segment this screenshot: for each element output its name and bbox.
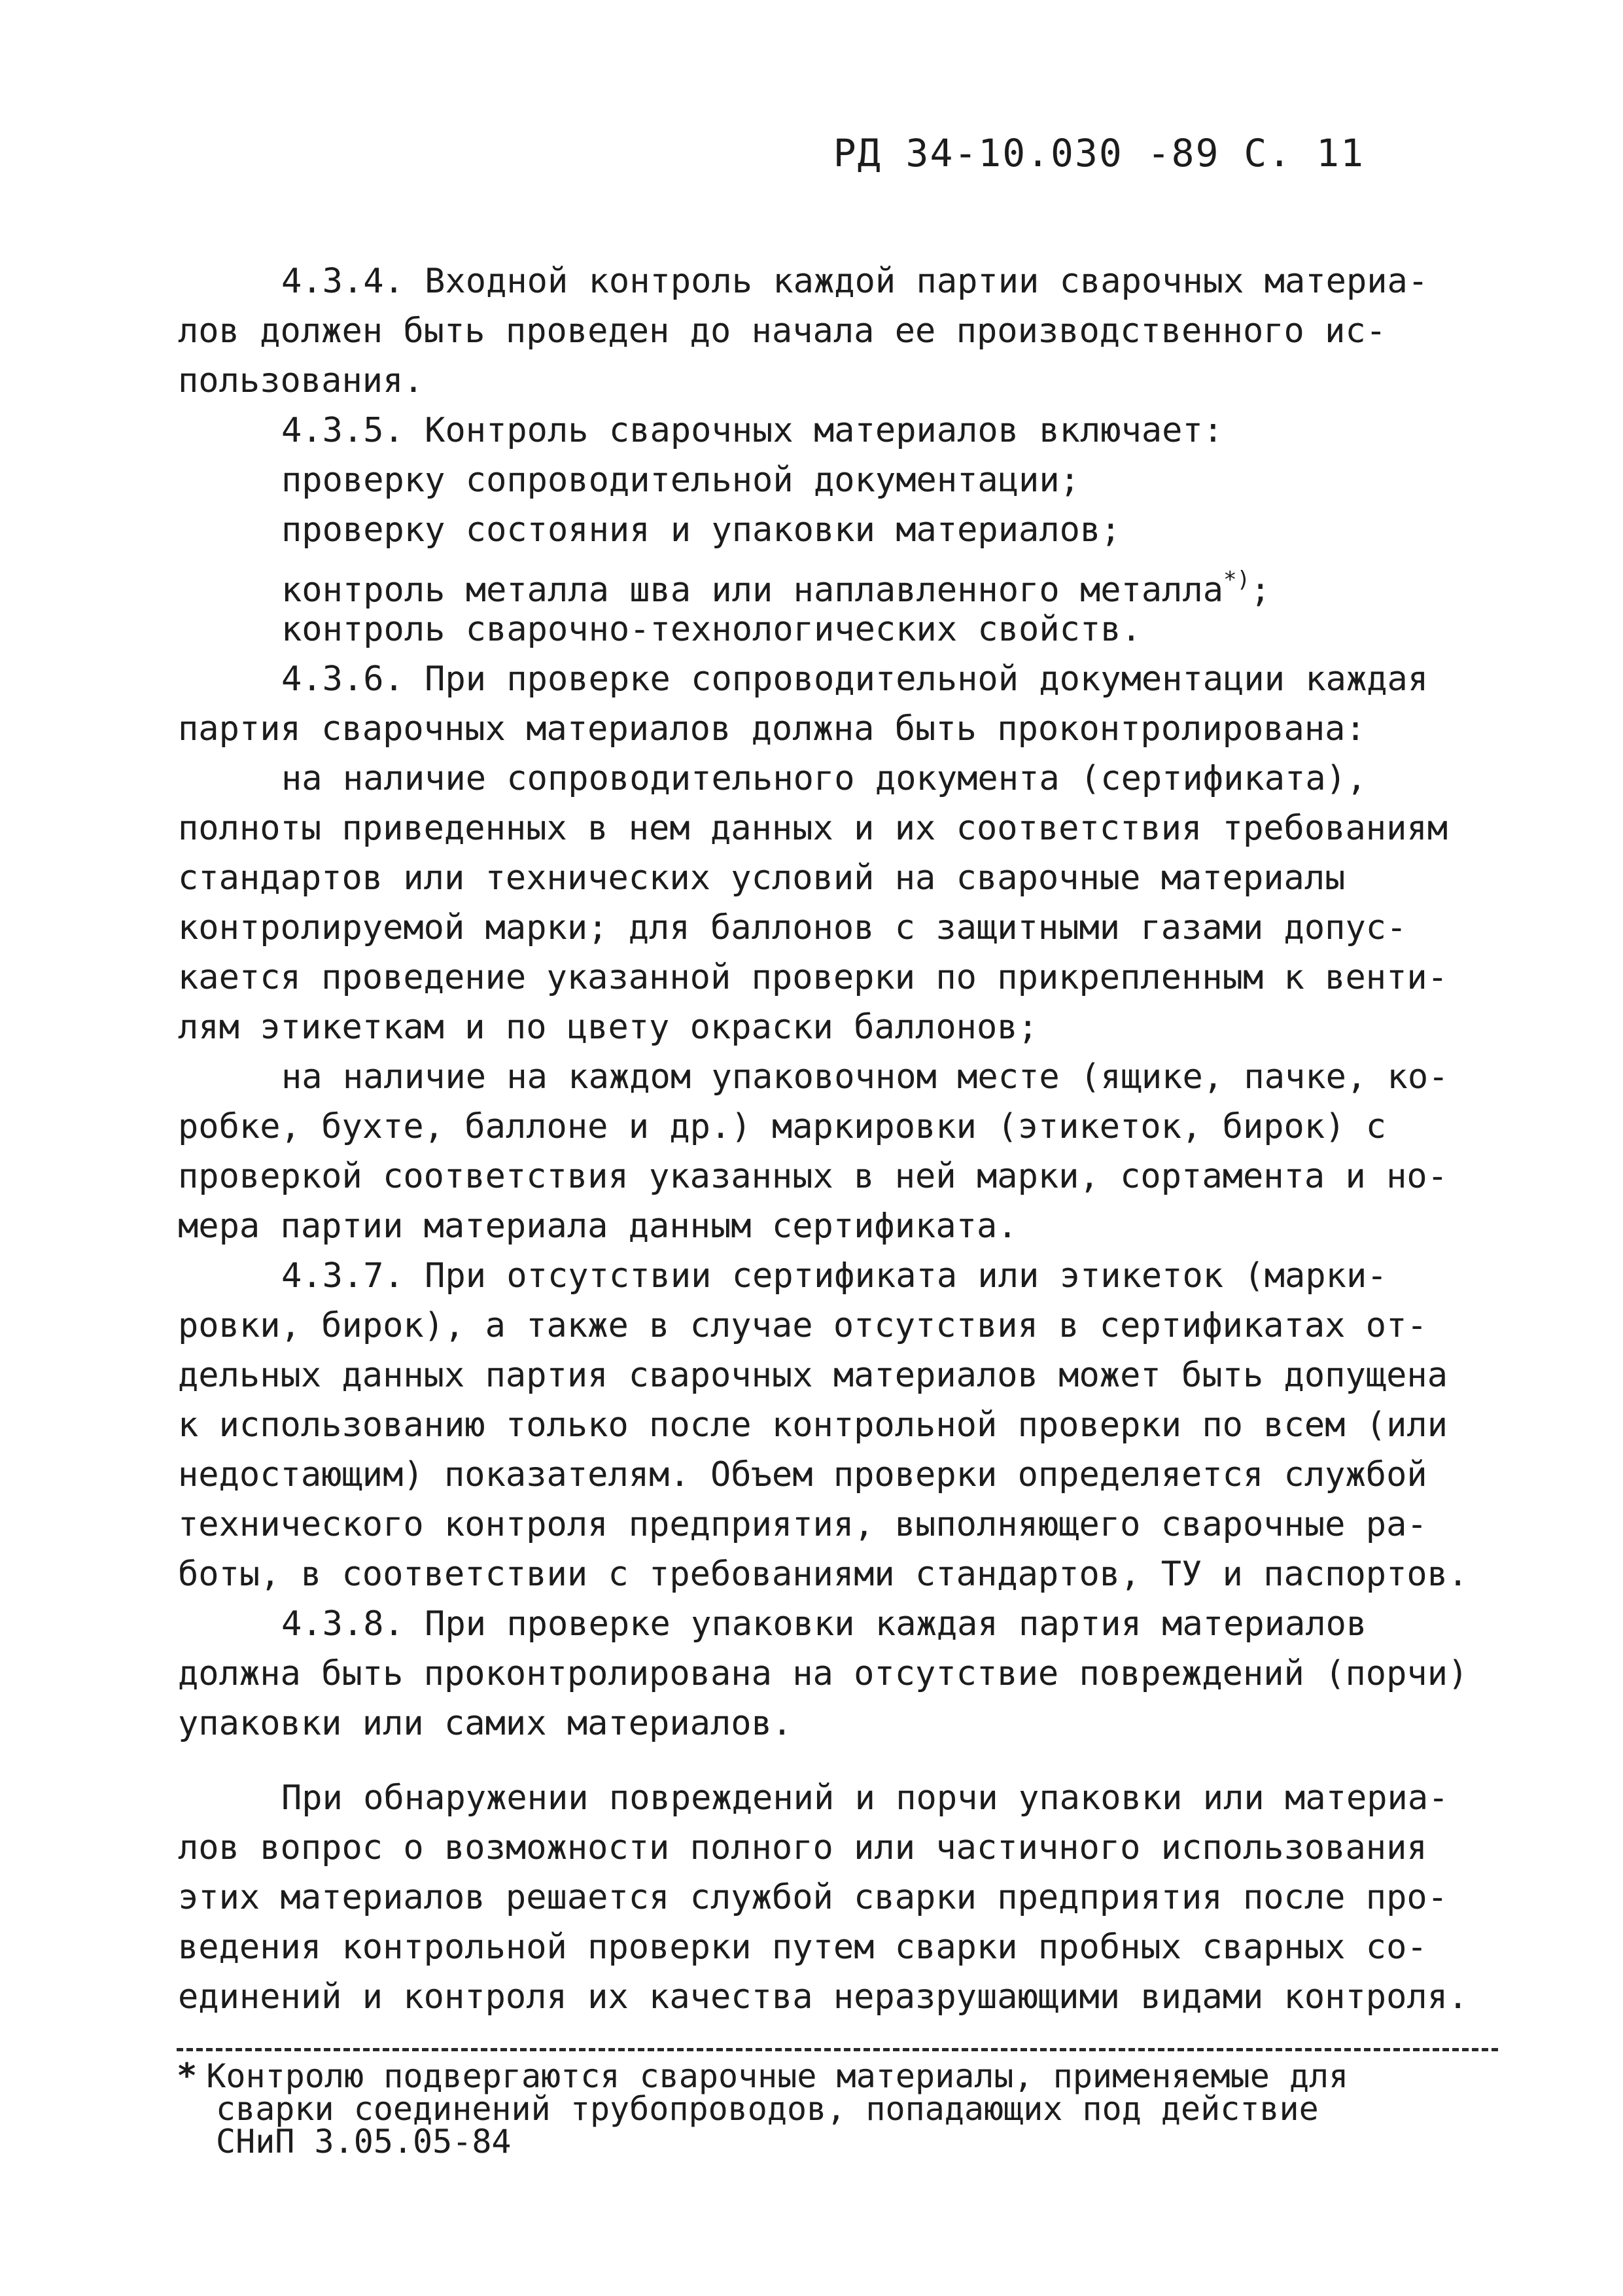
text-line xyxy=(178,1922,1460,1972)
text-line xyxy=(178,1400,1460,1450)
line-text: на наличие на каждом упаковочном месте (ящике, пачке, ко- xyxy=(281,1057,1449,1097)
line-text: контроль металла шва или наплавленного металла xyxy=(281,571,1224,610)
line-text: полноты приведенных в нем данных и их соответствия требованиям xyxy=(178,809,1448,848)
text-line xyxy=(178,1052,1460,1102)
text-line xyxy=(178,1450,1460,1500)
text-line xyxy=(178,1649,1469,1699)
line-text: ровки, бирок), а также в случае отсутствия в сертификатах от- xyxy=(178,1306,1427,1345)
footnote-divider xyxy=(177,2048,1498,2051)
text-line xyxy=(178,256,1460,306)
line-text: робке, бухте, баллоне и др.) маркировки (этикеток, бирок) с xyxy=(178,1107,1387,1146)
paragraph-p6 xyxy=(178,1773,1469,2022)
line-text: пользования. xyxy=(178,361,424,400)
line-text: ведения контрольной проверки путем сварки пробных сварных со- xyxy=(178,1928,1427,1967)
line-text: проверку состояния и упаковки материалов; xyxy=(281,510,1121,550)
line-text: кается проведение указанной проверки по прикрепленным к венти- xyxy=(178,958,1448,997)
text-line xyxy=(178,1500,1460,1549)
paragraph-p4 xyxy=(178,1251,1469,1599)
text-line xyxy=(178,1972,1469,2022)
line-text: на наличие сопроводительного документа (сертификата), xyxy=(281,759,1367,798)
line-text: партия сварочных материалов должна быть проконтролирована: xyxy=(178,709,1366,749)
paragraph-p1 xyxy=(178,256,1460,406)
line-text: лям этикеткам и по цвету окраски баллонов; xyxy=(178,1008,1038,1047)
paragraph-p2 xyxy=(178,406,1460,654)
page-header: РД 34-10.030 -89 С. 11 xyxy=(833,131,1365,175)
line-text: упаковки или самих материалов. xyxy=(178,1704,793,1743)
text-line xyxy=(178,1152,1460,1201)
line-text: проверкой соответствия указанных в ней марки, сортамента и но- xyxy=(178,1157,1448,1196)
footnote-text: Контролю подвергаются сварочные материалы, применяемые для xyxy=(206,2057,1349,2095)
text-line xyxy=(178,1201,1460,1251)
text-line xyxy=(178,505,1460,555)
line-text: технического контроля предприятия, выполняющего сварочные ра- xyxy=(178,1505,1427,1544)
text-line xyxy=(178,306,1460,356)
text-line xyxy=(178,853,1460,903)
line-text: 4.3.7. При отсутствии сертификата или этикеток (марки- xyxy=(281,1256,1387,1296)
line-text: 4.3.5. Контроль сварочных материалов включает: xyxy=(281,411,1224,450)
line-text: проверку сопроводительной документации; xyxy=(281,461,1080,500)
text-line xyxy=(178,1773,1460,1823)
line-text: контролируемой марки; для баллонов с защитными газами допус- xyxy=(178,908,1407,947)
line-text: единений и контроля их качества неразрушающими видами контроля. xyxy=(178,1977,1469,2017)
text-line xyxy=(178,555,1460,610)
text-line xyxy=(178,654,1460,704)
text-line xyxy=(178,1873,1460,1922)
text-line xyxy=(178,1823,1460,1873)
footnote-marker: * xyxy=(177,2057,198,2096)
footnote-line-3: СНиП 3.05.05-84 xyxy=(216,2123,512,2161)
paragraph-p3 xyxy=(178,654,1460,1251)
text-line xyxy=(178,1301,1460,1351)
text-line xyxy=(178,903,1460,953)
text-line xyxy=(178,804,1460,853)
line-text: 4.3.6. При проверке сопроводительной документации каждая xyxy=(281,660,1429,699)
text-line xyxy=(178,1102,1460,1152)
paragraph-p5 xyxy=(178,1599,1469,1748)
text-line xyxy=(178,1699,1460,1748)
line-text: лов должен быть проведен до начала ее производственного ис- xyxy=(178,311,1387,351)
line-text: этих материалов решается службой сварки предприятия после про- xyxy=(178,1878,1448,1917)
line-text: боты, в соответствии с требованиями стандартов, ТУ и паспортов. xyxy=(178,1555,1469,1594)
text-line xyxy=(178,1002,1460,1052)
footnote-reference: *) xyxy=(1223,567,1251,593)
line-text: контроль сварочно-технологических свойств. xyxy=(281,610,1142,649)
text-line xyxy=(178,704,1460,754)
line-text: недостающим) показателям. Объем проверки определяется службой xyxy=(178,1455,1427,1494)
text-line xyxy=(178,1599,1460,1649)
line-tail: ; xyxy=(1250,571,1271,610)
text-line xyxy=(178,605,1460,654)
line-text: дельных данных партия сварочных материалов может быть допущена xyxy=(178,1356,1448,1395)
footnote-line-1 xyxy=(177,2057,1485,2096)
text-line xyxy=(178,455,1460,505)
document-body xyxy=(178,256,1469,2022)
line-text: При обнаружении повреждений и порчи упаковки или материа- xyxy=(281,1778,1449,1818)
footnote xyxy=(177,2057,1485,2161)
line-text: должна быть проконтролирована на отсутствие повреждений (порчи) xyxy=(178,1654,1469,1693)
text-line xyxy=(178,754,1460,804)
line-text: к использованию только после контрольной проверки по всем (или xyxy=(178,1405,1448,1445)
line-text: 4.3.4. Входной контроль каждой партии сварочных материа- xyxy=(281,262,1429,301)
line-text: стандартов или технических условий на сварочные материалы xyxy=(178,858,1346,898)
line-text: 4.3.8. При проверке упаковки каждая партия материалов xyxy=(281,1604,1367,1644)
text-line xyxy=(178,1251,1460,1301)
line-text: лов вопрос о возможности полного или частичного использования xyxy=(178,1828,1427,1867)
text-line xyxy=(178,953,1460,1002)
text-line xyxy=(178,356,1460,406)
text-line xyxy=(178,406,1460,455)
text-line xyxy=(178,1351,1460,1400)
line-text: мера партии материала данным сертификата. xyxy=(178,1207,1018,1246)
text-line xyxy=(178,1549,1469,1599)
footnote-line-2: сварки соединений трубопроводов, попадающих под действие xyxy=(216,2090,1319,2128)
